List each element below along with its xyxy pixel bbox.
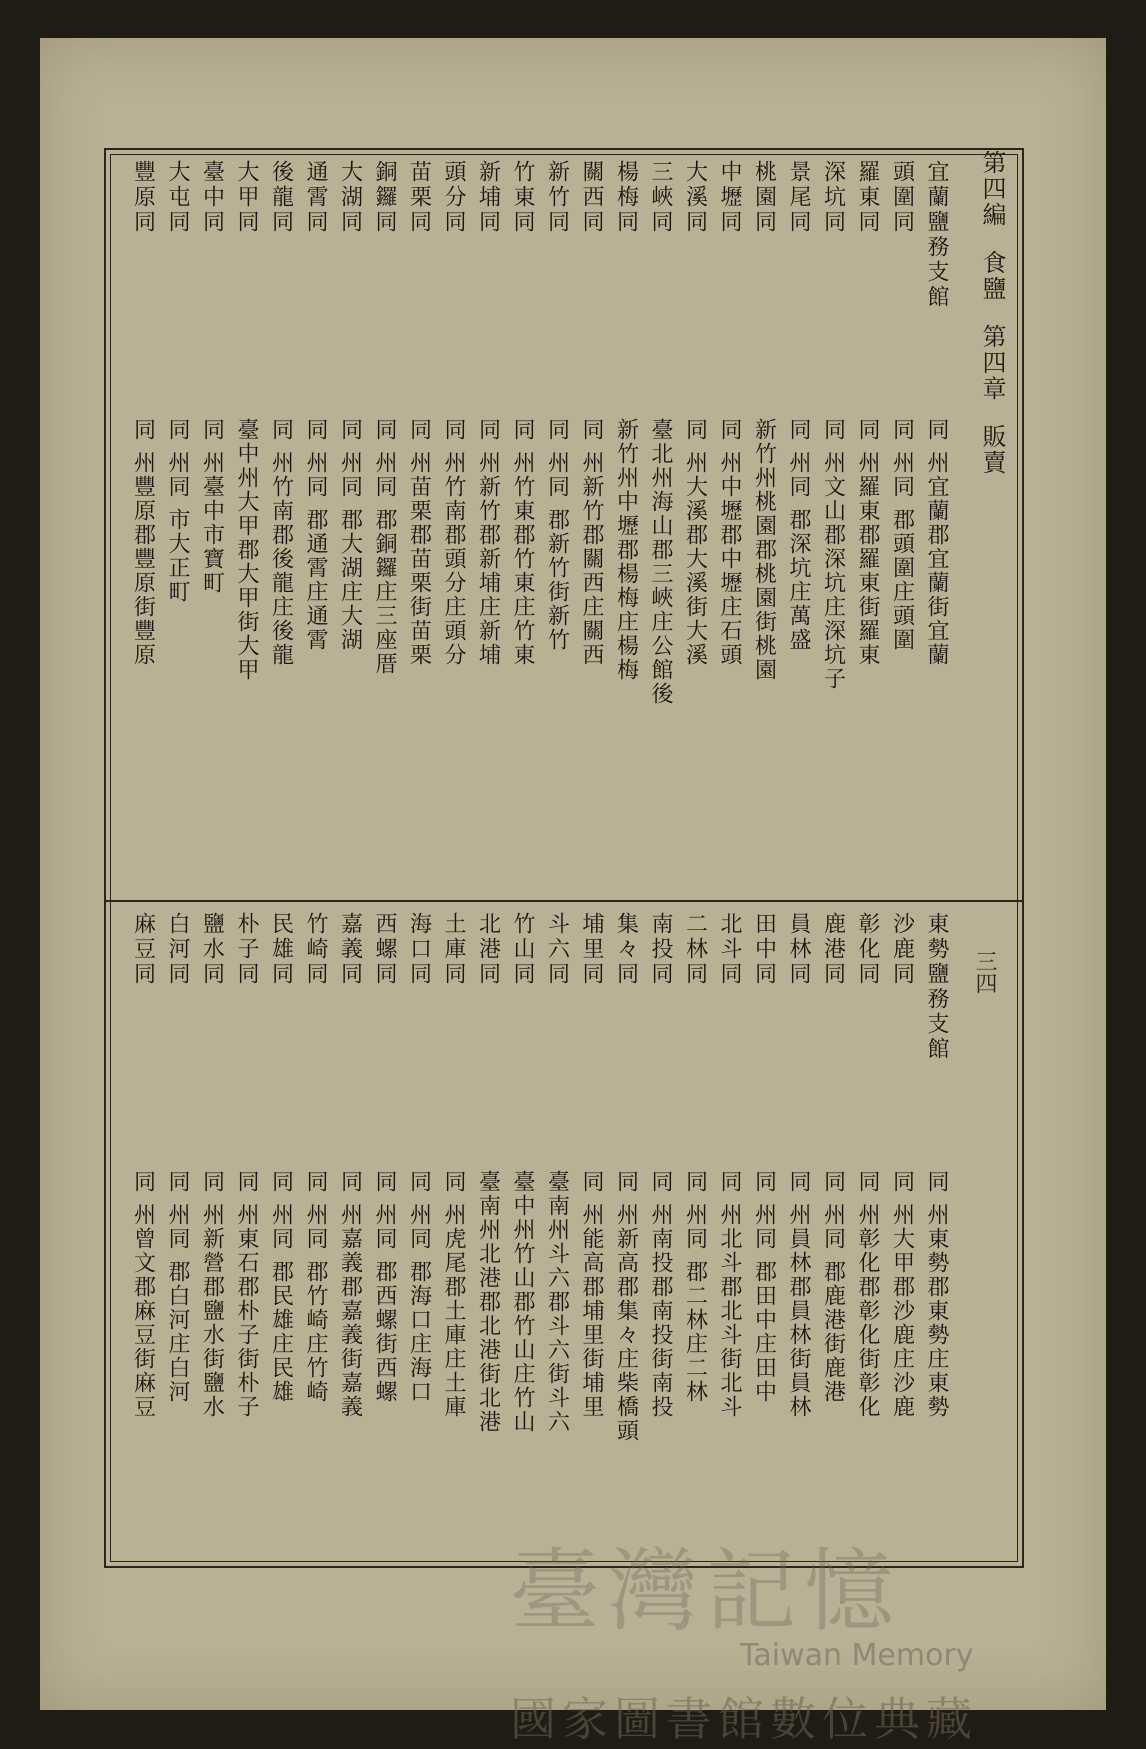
office-address: 同 州新竹郡關西庄關西 — [579, 418, 604, 667]
office-name: 西螺同 — [372, 912, 397, 987]
register-entry — [267, 912, 295, 1562]
office-name: 南投同 — [648, 912, 673, 987]
register-entry — [301, 912, 329, 1562]
office-address: 同 州苗栗郡苗栗街苗栗 — [406, 418, 432, 667]
office-address: 同 州同 郡白河庄白河 — [165, 1170, 190, 1404]
office-address: 臺中州竹山郡竹山庄竹山 — [510, 1170, 535, 1434]
office-name: 彰化同 — [855, 912, 880, 987]
header-topic: 販賣 — [978, 424, 1006, 476]
register-entry — [819, 160, 847, 890]
office-address: 同 州同 郡田中庄田中 — [751, 1170, 777, 1404]
office-address: 同 州同 郡民雄庄民雄 — [268, 1170, 294, 1404]
office-name: 大甲同 — [234, 160, 259, 235]
office-address: 同 州彰化郡彰化街彰化 — [855, 1170, 880, 1419]
office-address: 臺南州斗六郡斗六街斗六 — [544, 1170, 570, 1434]
office-name: 銅鑼同 — [372, 160, 397, 235]
office-address: 同 州曾文郡麻豆街麻豆 — [130, 1170, 156, 1419]
office-address: 同 州員林郡員林街員林 — [786, 1170, 811, 1419]
register-entry — [336, 912, 364, 1562]
office-name: 豐原同 — [130, 160, 156, 235]
office-name: 楊梅同 — [613, 160, 639, 235]
register-entry — [612, 160, 640, 890]
office-address: 同 州東勢郡東勢庄東勢 — [924, 1170, 949, 1419]
office-name: 員林同 — [786, 912, 811, 987]
office-address: 同 州同 郡西螺街西螺 — [372, 1170, 397, 1404]
register-entry — [370, 160, 398, 890]
office-name: 朴子同 — [234, 912, 259, 987]
page-number: 三四 — [972, 950, 997, 994]
office-address: 同 州東石郡朴子街朴子 — [234, 1170, 259, 1419]
office-name: 臺中同 — [199, 160, 225, 235]
register-entry — [750, 160, 778, 890]
office-name: 景尾同 — [786, 160, 811, 235]
office-name: 深坑同 — [820, 160, 846, 235]
office-name: 宜蘭鹽務支館 — [924, 160, 949, 310]
office-name: 桃園同 — [751, 160, 777, 235]
register-entry — [853, 160, 881, 890]
office-name: 土庫同 — [441, 912, 466, 987]
watermark-logo — [510, 1518, 950, 1644]
office-name: 鹿港同 — [820, 912, 846, 987]
register-entry — [888, 160, 916, 890]
office-address: 同 州新營郡鹽水街鹽水 — [199, 1170, 225, 1419]
office-address: 同 州新竹郡新埔庄新埔 — [475, 418, 501, 667]
watermark-logo-text: 臺灣記憶 — [510, 1539, 902, 1644]
office-address: 臺南州北港郡北港街北港 — [475, 1170, 501, 1434]
register-entry — [439, 160, 467, 890]
register-entry — [508, 160, 536, 890]
office-address: 同 州同 郡大湖庄大湖 — [337, 418, 363, 652]
office-name: 嘉義同 — [337, 912, 363, 987]
top-register — [106, 160, 1022, 890]
office-name: 後龍同 — [268, 160, 294, 235]
register-entry — [370, 912, 398, 1562]
register-entry — [508, 912, 536, 1562]
register-entry — [750, 912, 778, 1562]
register-entry — [784, 912, 812, 1562]
register-entry — [922, 160, 950, 890]
register-entry — [301, 160, 329, 890]
register-entry — [163, 912, 191, 1562]
register-entry — [819, 912, 847, 1562]
office-address: 新竹州中壢郡楊梅庄楊梅 — [613, 418, 639, 682]
office-name: 集々同 — [613, 912, 639, 987]
office-address: 同 州竹南郡頭分庄頭分 — [441, 418, 466, 667]
office-address: 同 州嘉義郡嘉義街嘉義 — [337, 1170, 363, 1419]
register-entry — [681, 160, 709, 890]
office-address: 同 州同 郡竹崎庄竹崎 — [303, 1170, 328, 1404]
office-address: 同 州竹東郡竹東庄竹東 — [510, 418, 535, 667]
register-entry — [646, 160, 674, 890]
header-subject: 食鹽 — [978, 250, 1006, 302]
office-name: 竹山同 — [510, 912, 535, 987]
register-entry — [646, 912, 674, 1562]
header-section: 第四編 — [978, 150, 1006, 228]
register-entry — [922, 912, 950, 1562]
register-entry — [405, 912, 433, 1562]
office-address: 同 州同 郡海口庄海口 — [406, 1170, 432, 1404]
office-name: 北港同 — [475, 912, 501, 987]
office-address: 同 州大甲郡沙鹿庄沙鹿 — [889, 1170, 915, 1419]
office-name: 三峽同 — [648, 160, 673, 235]
office-address: 新竹州桃園郡桃園街桃園 — [751, 418, 777, 682]
office-name: 竹崎同 — [303, 912, 328, 987]
register-entry — [543, 160, 571, 890]
bottom-register — [106, 912, 1022, 1562]
office-name: 大溪同 — [682, 160, 708, 235]
office-address: 同 州虎尾郡土庫庄土庫 — [441, 1170, 466, 1419]
office-name: 關西同 — [579, 160, 604, 235]
office-name: 民雄同 — [268, 912, 294, 987]
office-address: 同 州同 郡通霄庄通霄 — [303, 418, 328, 652]
office-name: 埔里同 — [579, 912, 604, 987]
register-entry — [888, 912, 916, 1562]
office-address: 臺中州大甲郡大甲街大甲 — [234, 418, 259, 682]
register-entry — [439, 912, 467, 1562]
office-address: 同 州羅東郡羅東街羅東 — [855, 418, 880, 667]
office-name: 東勢鹽務支館 — [924, 912, 949, 1062]
horizontal-divider — [106, 900, 1022, 902]
office-name: 斗六同 — [544, 912, 570, 987]
watermark-english: Taiwan Memory — [740, 1638, 974, 1673]
office-name: 二林同 — [682, 912, 708, 987]
watermark-chinese: 國家圖書館數位典藏 — [510, 1692, 978, 1746]
register-entry — [474, 912, 502, 1562]
office-address: 同 州南投郡南投街南投 — [648, 1170, 673, 1419]
office-name: 中壢同 — [717, 160, 742, 235]
office-address: 同 州同 郡新竹街新竹 — [544, 418, 570, 652]
office-address: 同 州同 郡頭圍庄頭圍 — [889, 418, 915, 652]
office-name: 大湖同 — [337, 160, 363, 235]
office-name: 頭分同 — [441, 160, 466, 235]
office-name: 竹東同 — [510, 160, 535, 235]
register-entry — [715, 160, 743, 890]
office-address: 同 州能高郡埔里街埔里 — [579, 1170, 604, 1419]
register-entry — [681, 912, 709, 1562]
office-address: 同 州大溪郡大溪街大溪 — [682, 418, 708, 667]
office-address: 同 州同 市大正町 — [165, 418, 190, 604]
office-name: 鹽水同 — [199, 912, 225, 987]
register-entry — [232, 912, 260, 1562]
office-address: 同 州豐原郡豐原街豐原 — [130, 418, 156, 667]
register-entry — [267, 160, 295, 890]
register-entry — [163, 160, 191, 890]
office-name: 大屯同 — [165, 160, 190, 235]
office-name: 麻豆同 — [130, 912, 156, 987]
office-address: 同 州同 郡二林庄二林 — [682, 1170, 708, 1404]
document-page — [40, 38, 1106, 1746]
office-address: 同 州同 郡銅鑼庄三座厝 — [372, 418, 397, 676]
office-address: 同 州文山郡深坑庄深坑子 — [820, 418, 846, 691]
office-address: 同 州同 郡鹿港街鹿港 — [820, 1170, 846, 1404]
office-address: 同 州宜蘭郡宜蘭街宜蘭 — [924, 418, 949, 667]
register-entry — [129, 160, 157, 890]
office-address: 同 州竹南郡後龍庄後龍 — [268, 418, 294, 667]
office-name: 白河同 — [165, 912, 190, 987]
register-entry — [715, 912, 743, 1562]
office-name: 北斗同 — [717, 912, 742, 987]
register-entry — [232, 160, 260, 890]
office-address: 同 州新高郡集々庄柴橋頭 — [613, 1170, 639, 1443]
register-entry — [129, 912, 157, 1562]
office-name: 新竹同 — [544, 160, 570, 235]
register-entry — [543, 912, 571, 1562]
office-name: 田中同 — [751, 912, 777, 987]
register-entry — [612, 912, 640, 1562]
office-address: 臺北州海山郡三峽庄公館後 — [648, 418, 673, 706]
register-entry — [577, 912, 605, 1562]
page-frame — [104, 148, 1024, 1568]
register-entry — [853, 912, 881, 1562]
register-entry — [577, 160, 605, 890]
register-entry — [336, 160, 364, 890]
office-name: 新埔同 — [475, 160, 501, 235]
register-entry — [198, 912, 226, 1562]
office-name: 通霄同 — [303, 160, 328, 235]
register-entry — [784, 160, 812, 890]
office-address: 同 州同 郡深坑庄萬盛 — [786, 418, 811, 652]
office-name: 羅東同 — [855, 160, 880, 235]
office-name: 頭圍同 — [889, 160, 915, 235]
office-address: 同 州北斗郡北斗街北斗 — [717, 1170, 742, 1419]
register-entry — [405, 160, 433, 890]
register-entry — [198, 160, 226, 890]
office-address: 同 州臺中市寶町 — [199, 418, 225, 595]
header-chapter: 第四章 — [978, 324, 1006, 402]
register-entry — [474, 160, 502, 890]
office-address: 同 州中壢郡中壢庄石頭 — [717, 418, 742, 667]
office-name: 海口同 — [406, 912, 432, 987]
office-name: 苗栗同 — [406, 160, 432, 235]
office-name: 沙鹿同 — [889, 912, 915, 987]
